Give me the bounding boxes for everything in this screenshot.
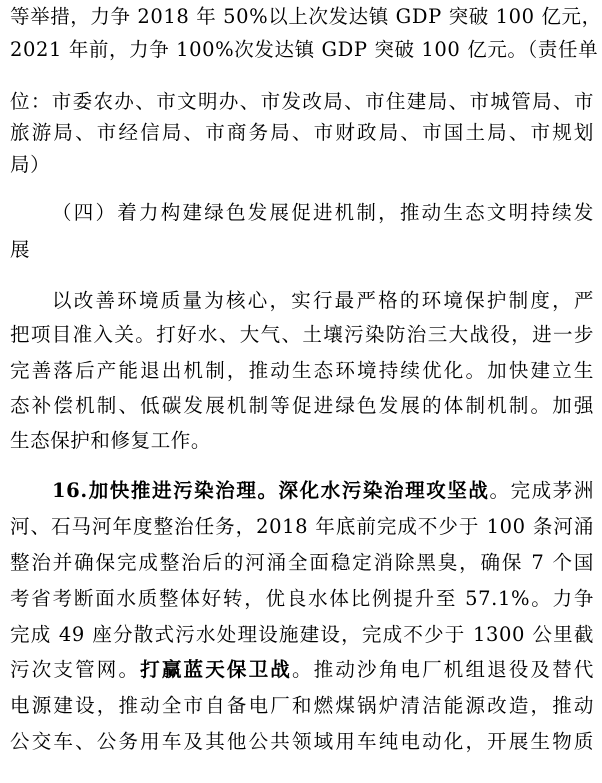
text-line-5: 局） [10, 153, 51, 176]
blue-sky-bold-heading: 打赢蓝天保卫战 [140, 658, 292, 681]
item-16-line-6 [10, 655, 594, 685]
paragraph-line-5: 生态保护和修复工作。 [10, 429, 212, 452]
item-16-line-8: 公交车、公务用车及其他公共领域用车纯电动化，开展生物质 [10, 730, 594, 753]
text-line-2: 2021 年前，力争 100%次发达镇 GDP 突破 100 亿元。（责任单 [10, 38, 599, 61]
item-16-line-4: 考省考断面水质整体好转，优良水体比例提升至 57.1%。力争 [10, 587, 594, 610]
item-16-text: 。完成茅洲 [489, 479, 594, 502]
paragraph-line-2: 把项目准入关。打好水、大气、土壤污染防治三大战役，进一步 [10, 323, 594, 346]
paragraph-line-4: 态补偿机制、低碳发展机制等促进绿色发展的体制机制。加强 [10, 394, 594, 417]
sewer-text: 污次支管网。 [10, 658, 141, 681]
paragraph-line-1: 以改善环境质量为核心，实行最严格的环境保护制度，严 [52, 289, 594, 312]
section-heading-4: （四）着力构建绿色发展促进机制，推动生态文明持续发 [52, 201, 594, 224]
item-16-line-7: 电源建设，推动全市自备电厂和燃煤锅炉清洁能源改造，推动 [10, 694, 594, 717]
text-line-3: 位：市委农办、市文明办、市发改局、市住建局、市城管局、市 [10, 90, 594, 113]
item-16-bold-heading: 16.加快推进污染治理。深化水污染治理攻坚战 [52, 479, 490, 502]
item-16-line-5: 完成 49 座分散式污水处理设施建设，完成不少于 1300 公里截 [10, 623, 594, 646]
text-line-4: 旅游局、市经信局、市商务局、市财政局、市国土局、市规划 [10, 121, 594, 144]
section-heading-4-cont: 展 [10, 238, 31, 261]
paragraph-line-3: 完善落后产能退出机制，推动生态环境持续优化。加快建立生 [10, 359, 594, 382]
item-16-line-1 [52, 476, 594, 506]
text-line-1: 等举措，力争 2018 年 50%以上次发达镇 GDP 突破 100 亿元， [10, 5, 602, 28]
item-16-line-2: 河、石马河年度整治任务，2018 年底前完成不少于 100 条河涌 [10, 515, 594, 538]
item-16-line-3: 整治并确保完成整治后的河涌全面稳定消除黑臭，确保 7 个国 [10, 551, 594, 574]
blue-sky-text: 。推动沙角电厂机组退役及替代 [291, 658, 595, 681]
